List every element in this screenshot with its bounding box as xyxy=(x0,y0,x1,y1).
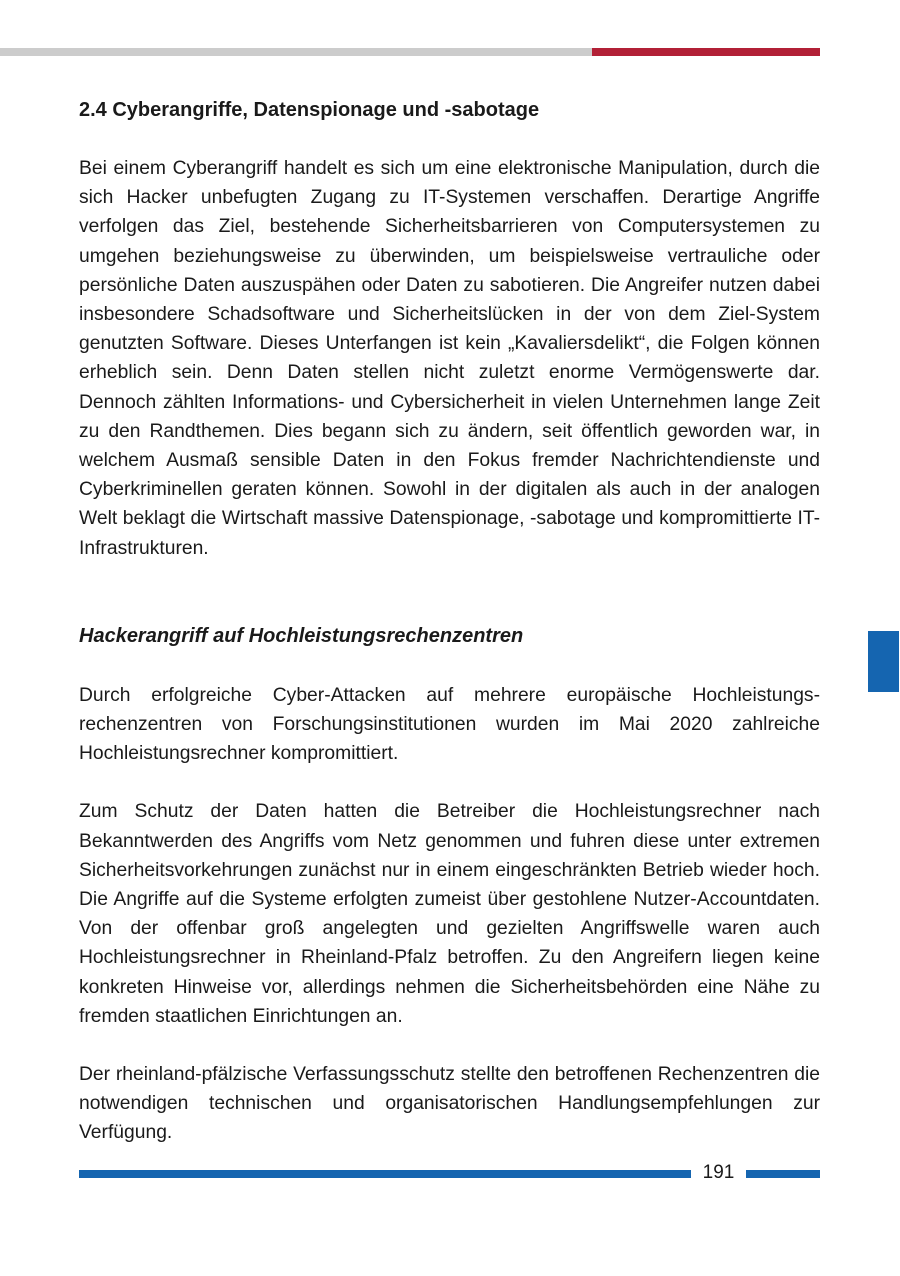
top-divider-red xyxy=(592,48,820,56)
chapter-tab-marker xyxy=(868,631,899,692)
top-divider-gray xyxy=(0,48,592,56)
case-heading: Hackerangriff auf Hochleistungsrechenzentren xyxy=(79,624,524,647)
page-number: 191 xyxy=(702,1162,735,1183)
case-paragraph-3: Der rheinland-pfälzische Verfassungsschutz stellte den betroffenen Rechenzentren die notwendigen technischen und organisatorischen Handlungsempfehlungen zur Verfügung. xyxy=(79,1064,820,1144)
section-heading: 2.4 Cyberangriffe, Datenspionage und -sabotage xyxy=(79,99,540,121)
footer-rule-left xyxy=(79,1170,691,1178)
intro-paragraph: Bei einem Cyberangriff handelt es sich um eine elektronische Manipulation, durch die sich Hacker unbefugten Zugang zu IT-Systemen verschaffen. Derartige Angriffe verfolgen das Ziel, bestehende Sicherheitsbarrieren von Computersystemen zu umgehen beziehungsweise zu überwinden, um beispielsweise vertrauliche oder persönliche Daten auszuspähen oder Daten zu sabotieren. Die Angreifer nutzen dabei insbesondere Schadsoftware und Sicherheitslücken in der von dem Ziel-System genutzten Software. Dieses Unterfangen ist kein „Kavaliersdelikt“, die Folgen können erheblich sein. Denn Daten stellen nicht zuletzt enorme Vermögenswerte dar. Dennoch zählten Informations- und Cybersicherheit in vielen Unternehmen lange Zeit zu den Randthemen. Dies begann sich zu ändern, seit öffentlich geworden war, in welchem Ausmaß sensible Daten in den Fokus fremder Nachrichtendienste und Cyberkriminellen geraten können. Sowohl in der digitalen als auch in der analogen Welt beklagt die Wirtschaft massive Datenspionage, -sabotage und kompromittierte IT-Infrastrukturen. xyxy=(79,158,820,559)
case-paragraph-2: Zum Schutz der Daten hatten die Betreiber die Hochleistungsrechner nach Bekanntwerden des Angriffs vom Netz genommen und fuhren diese unter extremen Sicherheitsvorkehrungen zunächst nur in einem eingeschränkten Betrieb wieder hoch. Die Angriffe auf die Systeme erfolgten zumeist über gestohlene Nutzer-Accountdaten. Von der offenbar groß angelegten und gezielten Angriffswelle waren auch Hochleistungsrechner in Rheinland-Pfalz betroffen. Zu den Angreifern liegen keine konkreten Hinweise vor, allerdings nehmen die Sicherheitsbehörden eine Nähe zu fremden staatlichen Einrichtungen an. xyxy=(79,801,820,1027)
case-paragraph-1: Durch erfolgreiche Cyber-Attacken auf mehrere europäische Hochleistungsrechenzentren von Forschungsinstitutionen wurden im Mai 2020 zahlreiche Hochleistungsrechner kompromittiert. xyxy=(79,684,820,765)
page-content xyxy=(79,95,820,1148)
footer-rule-right xyxy=(746,1170,820,1178)
